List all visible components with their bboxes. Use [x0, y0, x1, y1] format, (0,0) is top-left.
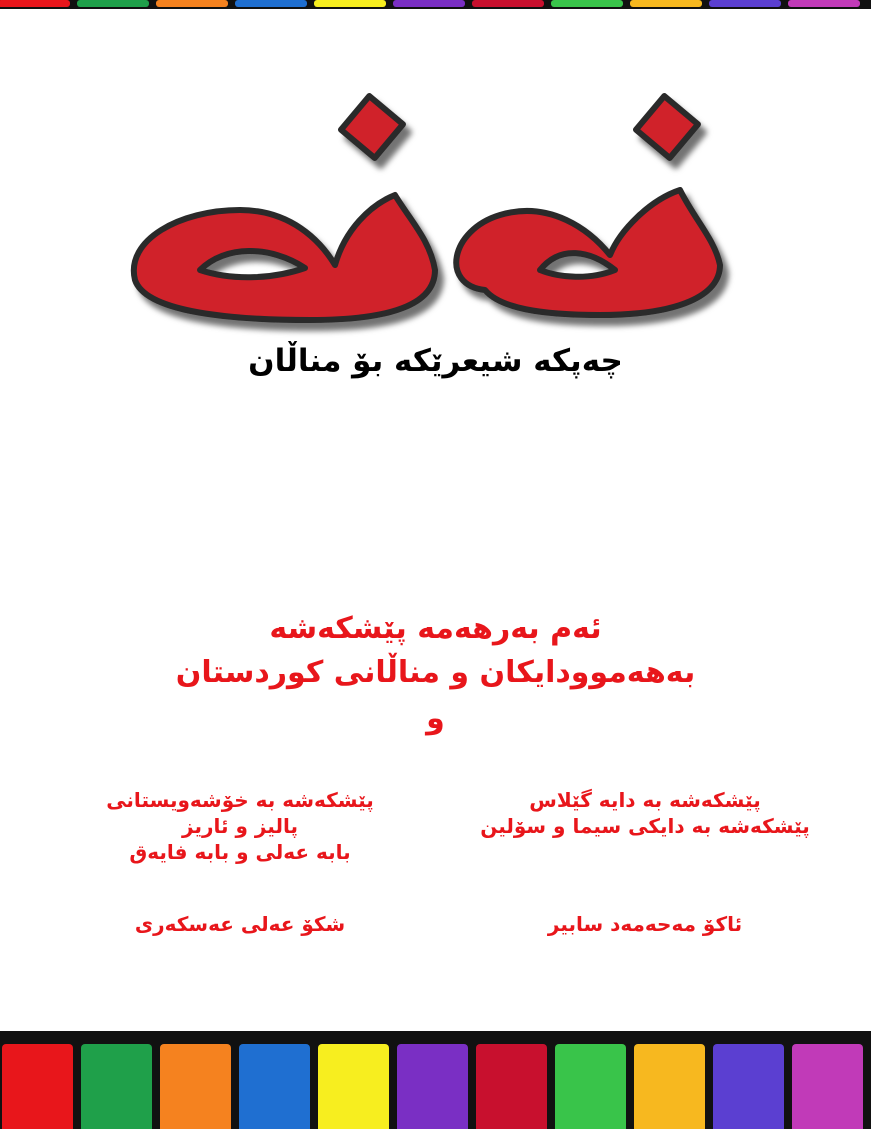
title-logo-nana: [120, 80, 750, 340]
left-dedication-line: بابە عەلی و بابە فایەق: [129, 840, 351, 864]
logo-glyph-left: [134, 195, 435, 320]
left-dedication-line: پێشکەشە بە خۆشەویستانی: [106, 788, 374, 812]
stripe-block: [235, 0, 307, 7]
stripe-block: [393, 0, 465, 7]
stripe-block: [397, 1044, 468, 1129]
right-dedication-line: پێشکەشە بە دایکی سیما و سۆلین: [480, 814, 810, 838]
stripe-block: [476, 1044, 547, 1129]
stripe-block: [630, 0, 702, 7]
right-dedication-line: پێشکەشە بە دایە گێلاس: [529, 788, 761, 812]
logo-glyph-right: [456, 190, 720, 315]
stripe-block: [77, 0, 149, 7]
top-color-stripe: [0, 0, 871, 9]
stripe-block: [634, 1044, 705, 1129]
left-author-name: شکۆ عەلی عەسکەری: [134, 912, 346, 936]
left-dedication-column: [60, 787, 420, 865]
stripe-block: [788, 0, 860, 7]
stripe-block: [160, 1044, 231, 1129]
logo-dot-right: [636, 96, 698, 158]
dedication-line-3: و: [426, 701, 445, 736]
stripe-block: [792, 1044, 863, 1129]
stripe-block: [314, 0, 386, 7]
stripe-block: [555, 1044, 626, 1129]
dedication-line-1: ئەم بەرهەمە پێشکەشە: [269, 611, 602, 646]
stripe-block: [709, 0, 781, 7]
stripe-block: [2, 1044, 73, 1129]
stripe-block: [81, 1044, 152, 1129]
logo-dot-left: [341, 96, 403, 158]
bottom-color-stripe: [0, 1031, 871, 1129]
stripe-block: [713, 1044, 784, 1129]
left-dedication-line: پالیز و ئاریز: [182, 814, 298, 838]
stripe-block: [318, 1044, 389, 1129]
right-dedication-column: [470, 787, 820, 839]
stripe-block: [472, 0, 544, 7]
right-author-name: ئاکۆ مەحەمەد سابیر: [547, 912, 743, 936]
stripe-block: [551, 0, 623, 7]
stripe-block: [156, 0, 228, 7]
stripe-block: [0, 0, 70, 7]
stripe-block: [239, 1044, 310, 1129]
book-subtitle: چەپکە شیعرێکە بۆ مناڵان: [248, 343, 623, 379]
dedication-line-2: بەهەموودایکان و مناڵانی کوردستان: [175, 655, 696, 690]
